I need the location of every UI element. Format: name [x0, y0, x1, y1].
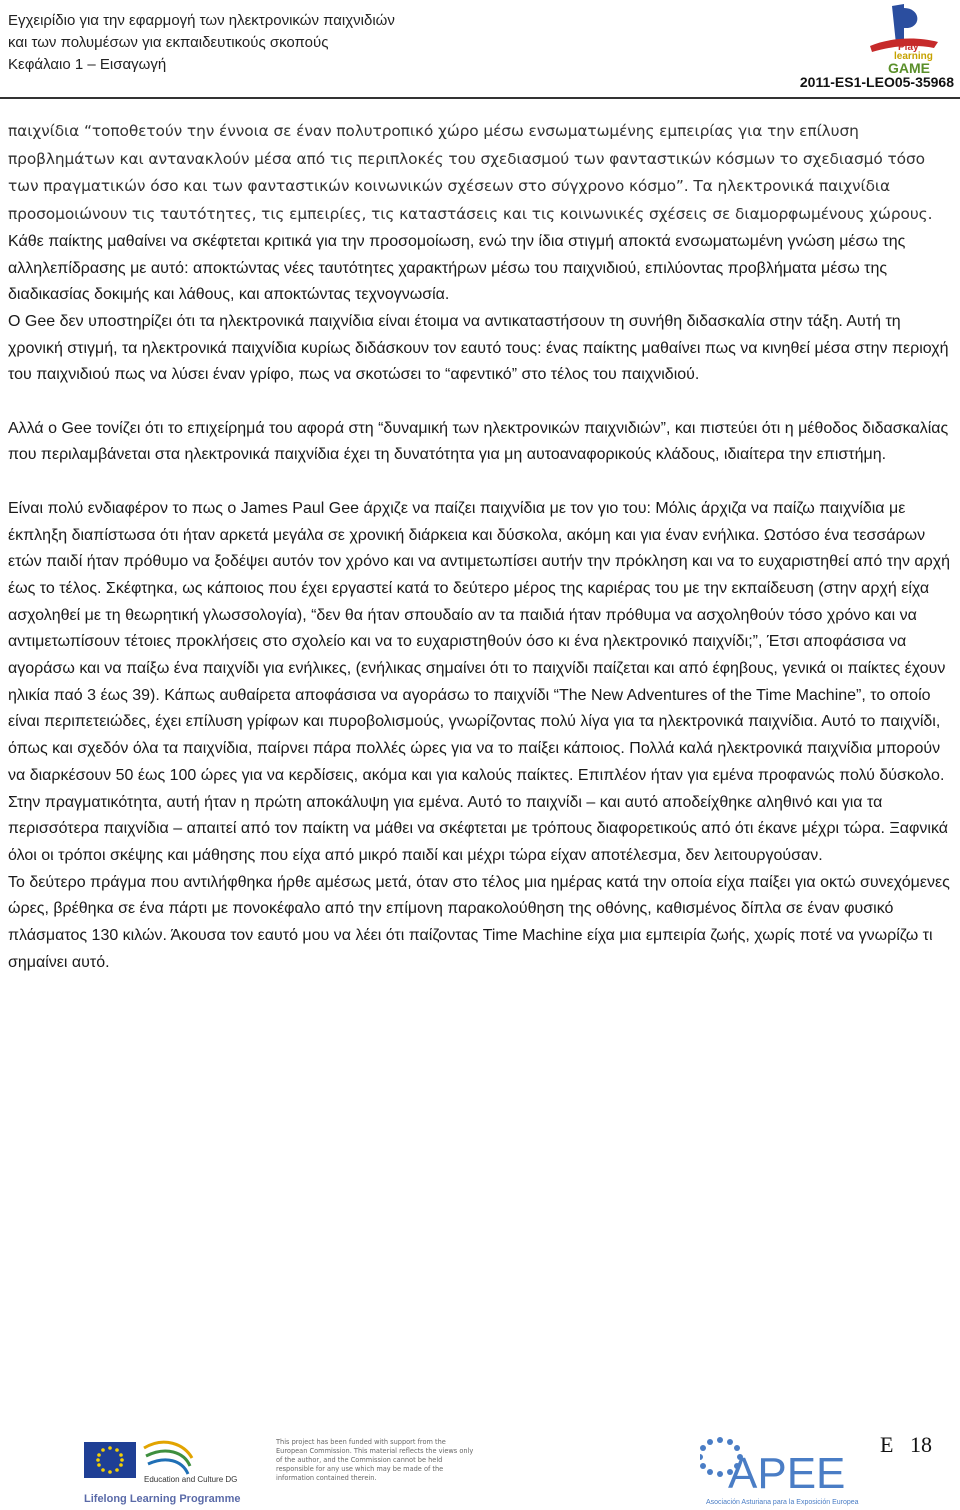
paragraph-3: Αλλά ο Gee τονίζει ότι το επιχείρημά του αφορά στη “δυναμική των ηλεκτρονικών παιχνιδιών”, και πιστεύει ότι η μέθοδος διδασκαλίας που περιλαμβάνεται στα ηλεκτρονικά παιχνίδια έχει τη δυνατότητα για μη αυτοαναφορικούς κλάδους, ιδιαίτερα την επιστήμη. — [8, 419, 949, 464]
paragraph-spacer — [8, 389, 952, 416]
header-line-1: Εγχειρίδιο για την εφαρμογή των ηλεκτρονικών παιχνιδιών — [8, 12, 395, 29]
paragraph-6: Το δεύτερο πράγμα που αντιλήφθηκα ήρθε αμέσως μετά, όταν στο τέλος μια ημέρας κατά την οποία είχα παίξει για οκτώ συνεχόμενες ώρες, βρέθηκα σε ένα πάρτι με πονοκέφαλο από την επίμονη παρακολούθηση της οθόνης, καθισμένος δίπλα σε έναν φυσικό πλάσματος 130 κιλών. Άκουσα τον εαυτό μου να λέει ότι παίζοντας Time Machine είχα μια εμπειρία ζωής, χωρίς ποτέ να γνωρίζω τι σημαίνει αυτό. — [8, 873, 950, 971]
page-footer — [0, 1416, 960, 1510]
lifelong-learning-logo — [84, 1436, 254, 1508]
logo-p-shape — [892, 4, 904, 44]
apee-wordmark: APEE — [728, 1449, 846, 1498]
llp-caption-1: Education and Culture DG — [144, 1475, 238, 1484]
apee-logo — [700, 1430, 870, 1510]
project-code: 2011-ES1-LEO05-35968 — [799, 74, 954, 90]
page-letter: E — [880, 1432, 894, 1457]
logo-bowl-shape — [904, 8, 917, 28]
paragraph-1-opening: παιχνίδια “τοποθετούν την έννοια σε έναν πολυτροπικό χώρο μέσω ενσωματωμένης εμπειρίας για την επίλυση προβλημάτων και αντανακλούν μέσα από τις περιπλοκές του σχεδιασμού των φανταστικών κόσμων το σχεδιασμό τόσο των πραγματικών όσο και των φανταστικών κοινωνικών σχέσεων στο σύγχρονο κόσμο”. Τα ηλεκτρονικά παιχνίδια προσομοιώνουν τις ταυτότητες, τις εμπειρίες, τις καταστάσεις και τις κοινωνικές σχέσεις σε διαμορφωμένους χώρους. — [8, 122, 933, 224]
paragraph-1 — [8, 118, 952, 309]
logo-learning-word: learning — [894, 51, 933, 62]
logo-game-word: GAME — [888, 60, 930, 76]
paragraph-5: Στην πραγματικότητα, αυτή ήταν η πρώτη αποκάλυψη για εμένα. Αυτό το παιχνίδι – και αυτό αποδείχθηκε αληθινό και για τα περισσότερα παιχνίδια – απαιτεί από τον παίκτη να μάθει να σκέφτεται με τρόπους διαφορετικούς από ότι έκανε μέχρι τώρα. Ξαφνικά όλοι οι τρόποι σκέψης και μάθησης που είχα από μικρό παιδί και μέχρι τώρα είχαν αποτέλεσμα, δεν λειτουργούσαν. — [8, 793, 948, 864]
play-learning-game-logo — [858, 2, 948, 76]
header-divider — [0, 97, 960, 99]
page-header — [0, 0, 960, 100]
header-line-3: Κεφάλαιο 1 – Εισαγωγή — [8, 56, 167, 73]
apee-subtitle: Asociación Asturiana para la Exposición Europea — [706, 1499, 859, 1506]
document-body — [8, 118, 952, 976]
llp-swirl-icon — [144, 1442, 192, 1474]
llp-caption-2: Lifelong Learning Programme — [84, 1493, 241, 1505]
paragraph-1-continuation: Κάθε παίκτης μαθαίνει να σκέφτεται κριτικά για την προσομοίωση, ενώ την ίδια στιγμή αποκτά ενσωματωμένη γνώση μέσω της αλληλεπίδρασης με αυτό: αποκτώντας νέες ταυτότητες χαρακτήρων μέσω του παιχνιδιού, επιλύοντας προβλήματα μέσω της διαδικασίας δοκιμής και λάθους, και αποκτώντας τεχνογνωσία. — [8, 232, 906, 304]
header-title — [8, 10, 395, 76]
paragraph-spacer — [8, 469, 952, 496]
eu-disclaimer: This project has been funded with support from the European Commission. This material reflects the views only of the author, and the Commission cannot be held responsible for any use which may be made of the information contained therein. — [276, 1438, 474, 1482]
paragraph-4: Είναι πολύ ενδιαφέρον το πως ο James Paul Gee άρχιζε να παίζει παιχνίδια με τον γιο του: Μόλις άρχιζα να παίζω παιχνίδια με έκπληξη διαπίστωσα ότι ήταν αρκετά μεγάλα σε χρονική διάρκεια και δύσκολα, ακόμη και για έναν ενήλικα. Ωστόσο ένα τεσσάρων ετών παιδί ήταν πρόθυμο να ξοδέψει αυτόν τον χρόνο και να αντιμετωπίσει αυτήν την πρόκληση και να το ευχαριστηθεί από την αρχή έως το τέλος. Σκέφτηκα, ως κάποιος που έχει εργαστεί κατά το δεύτερο μέρος της καριέρας του με την εκπαίδευση (στην αρχή είχα ασχοληθεί με τη θεωρητική γλωσσολογία), “δεν θα ήταν σπουδαίο αν τα παιδιά ήταν πρόθυμα να ασχοληθούν τόσο χρόνο και να αντιμετωπίσουν τέτοιες προκλήσεις στο σχολείο και να το ευχαριστηθούν όσο κι ένα ηλεκτρονικό παιχνίδι;”, Έτσι αποφάσισα να αγοράσω και να παίξω ένα παιχνίδι για ενήλικες, (ενήλικας σημαίνει ότι το παιχνίδι παίζεται και από έφηβους, γενικά οι παίκτες έχουν ηλικία παό 3 έως 39). Κάπως αυθαίρετα αποφάσισα να αγοράσω το παιχνίδι “The New Adventures of the Time Machine”, το οποίο είναι περιπετειώδες, έχει επίλυση γρίφων και πυροβολισμούς, γνωρίζοντας πολύ λίγα για τα ηλεκτρονικά παιχνίδια. Αυτό το παιχνίδι, όπως και σχεδόν όλα τα παιχνίδια, παίρνει πάρα πολλές ώρες για να το παίξει κάποιος. Πολλά καλά ηλεκτρονικά παιχνίδια μπορούν να διαρκέσουν 50 έως 100 ώρες για να κερδίσεις, ακόμα και για καλούς παίκτες. Επιπλέον ήταν για εμένα προφανώς πολύ δύσκολο. — [8, 499, 951, 784]
header-line-2: και των πολυμέσων για εκπαιδευτικούς σκοπούς — [8, 34, 329, 51]
logo-play-word: Play — [898, 42, 919, 53]
page-number-value: 18 — [909, 1432, 932, 1457]
paragraph-2: Ο Gee δεν υποστηρίζει ότι τα ηλεκτρονικά παιχνίδια είναι έτοιμα να αντικαταστήσουν τη συνήθη διδασκαλία στην τάξη. Αυτή τη χρονική στιγμή, τα ηλεκτρονικά παιχνίδια κυρίως διδάσκουν τον εαυτό τους: ένας παίκτης μαθαίνει πως να κινηθεί μέσα στην περιοχή του παιχνιδιού πως να λύσει έναν γρίφο, πως να σκοτώσει το “αφεντικό” στο τέλος του παιχνιδιού. — [8, 312, 949, 384]
